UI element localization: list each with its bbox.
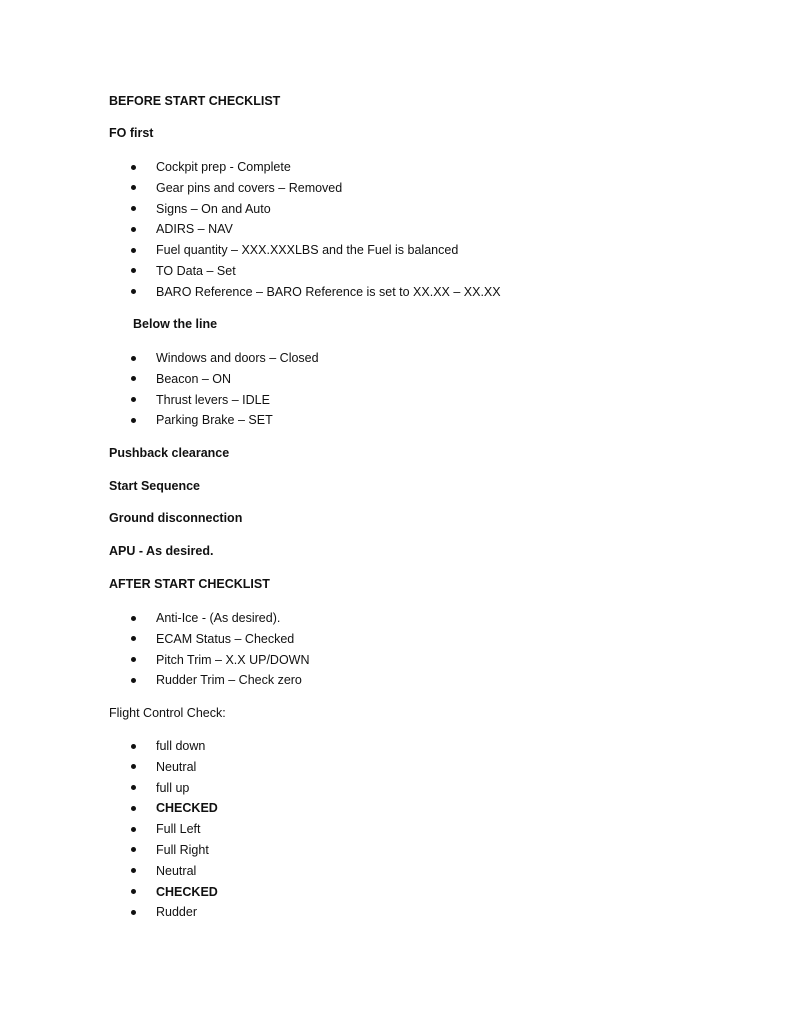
list-item-text: Full Right [156,842,209,857]
bullet-icon [131,868,136,873]
list-item-text: Fuel quantity – XXX.XXXLBS and the Fuel is balanced [156,243,459,258]
bullet-icon [131,910,136,915]
list-item-text: Neutral [156,759,197,774]
list-item-text: CHECKED [156,801,218,816]
list-item-text: full down [156,739,206,753]
apu-heading: APU - As desired. [109,544,214,558]
bullet-icon [131,616,136,621]
list-item-text: TO Data – Set [156,263,236,278]
bullet-icon [131,376,136,381]
bullet-icon [131,356,136,361]
list-item-text: ECAM Status – Checked [156,631,295,646]
bullet-icon [131,764,136,769]
bullet-icon [131,289,136,294]
list-item-text: Thrust levers – IDLE [156,392,270,407]
bullet-icon [131,678,136,683]
fo-first-heading: FO first [109,126,154,140]
list-item-text: ADIRS – NAV [156,222,233,237]
bullet-icon [131,165,136,170]
list-item-text: Beacon – ON [156,371,232,386]
bullet-icon [131,185,136,190]
bullet-icon [131,227,136,232]
bullet-icon [131,657,136,662]
bullet-icon [131,889,136,894]
bullet-icon [131,847,136,852]
list-item-text: full up [156,780,190,795]
after-start-checklist-title: AFTER START CHECKLIST [109,577,270,591]
bullet-icon [131,636,136,641]
list-item-text: Windows and doors – Closed [156,351,319,365]
bullet-icon [131,806,136,811]
bullet-icon [131,744,136,749]
below-the-line-heading: Below the line [133,317,218,331]
list-item-text: CHECKED [156,884,218,899]
bullet-icon [131,827,136,832]
bullet-icon [131,248,136,253]
flight-control-check-label: Flight Control Check: [109,706,226,720]
bullet-icon [131,785,136,790]
list-item-text: Neutral [156,863,197,878]
bullet-icon [131,397,136,402]
list-item-text: Anti-Ice - (As desired). [156,611,281,625]
list-item-text: Cockpit prep - Complete [156,160,291,174]
list-item-text: Gear pins and covers – Removed [156,180,343,195]
bullet-icon [131,418,136,423]
list-item-text: Pitch Trim – X.X UP/DOWN [156,652,310,667]
list-item-text: BARO Reference – BARO Reference is set to XX.XX – XX.XX [156,284,501,299]
start-sequence-heading: Start Sequence [109,479,201,493]
bullet-icon [131,206,136,211]
list-item-text: Parking Brake – SET [156,413,273,428]
pushback-clearance-heading: Pushback clearance [109,446,230,460]
list-item-text: Signs – On and Auto [156,201,271,216]
ground-disconnection-heading: Ground disconnection [109,511,243,525]
before-start-checklist-title: BEFORE START CHECKLIST [109,94,281,108]
list-item-text: Rudder [156,905,197,920]
bullet-icon [131,268,136,273]
list-item-text: Rudder Trim – Check zero [156,673,302,688]
list-item-text: Full Left [156,822,201,837]
